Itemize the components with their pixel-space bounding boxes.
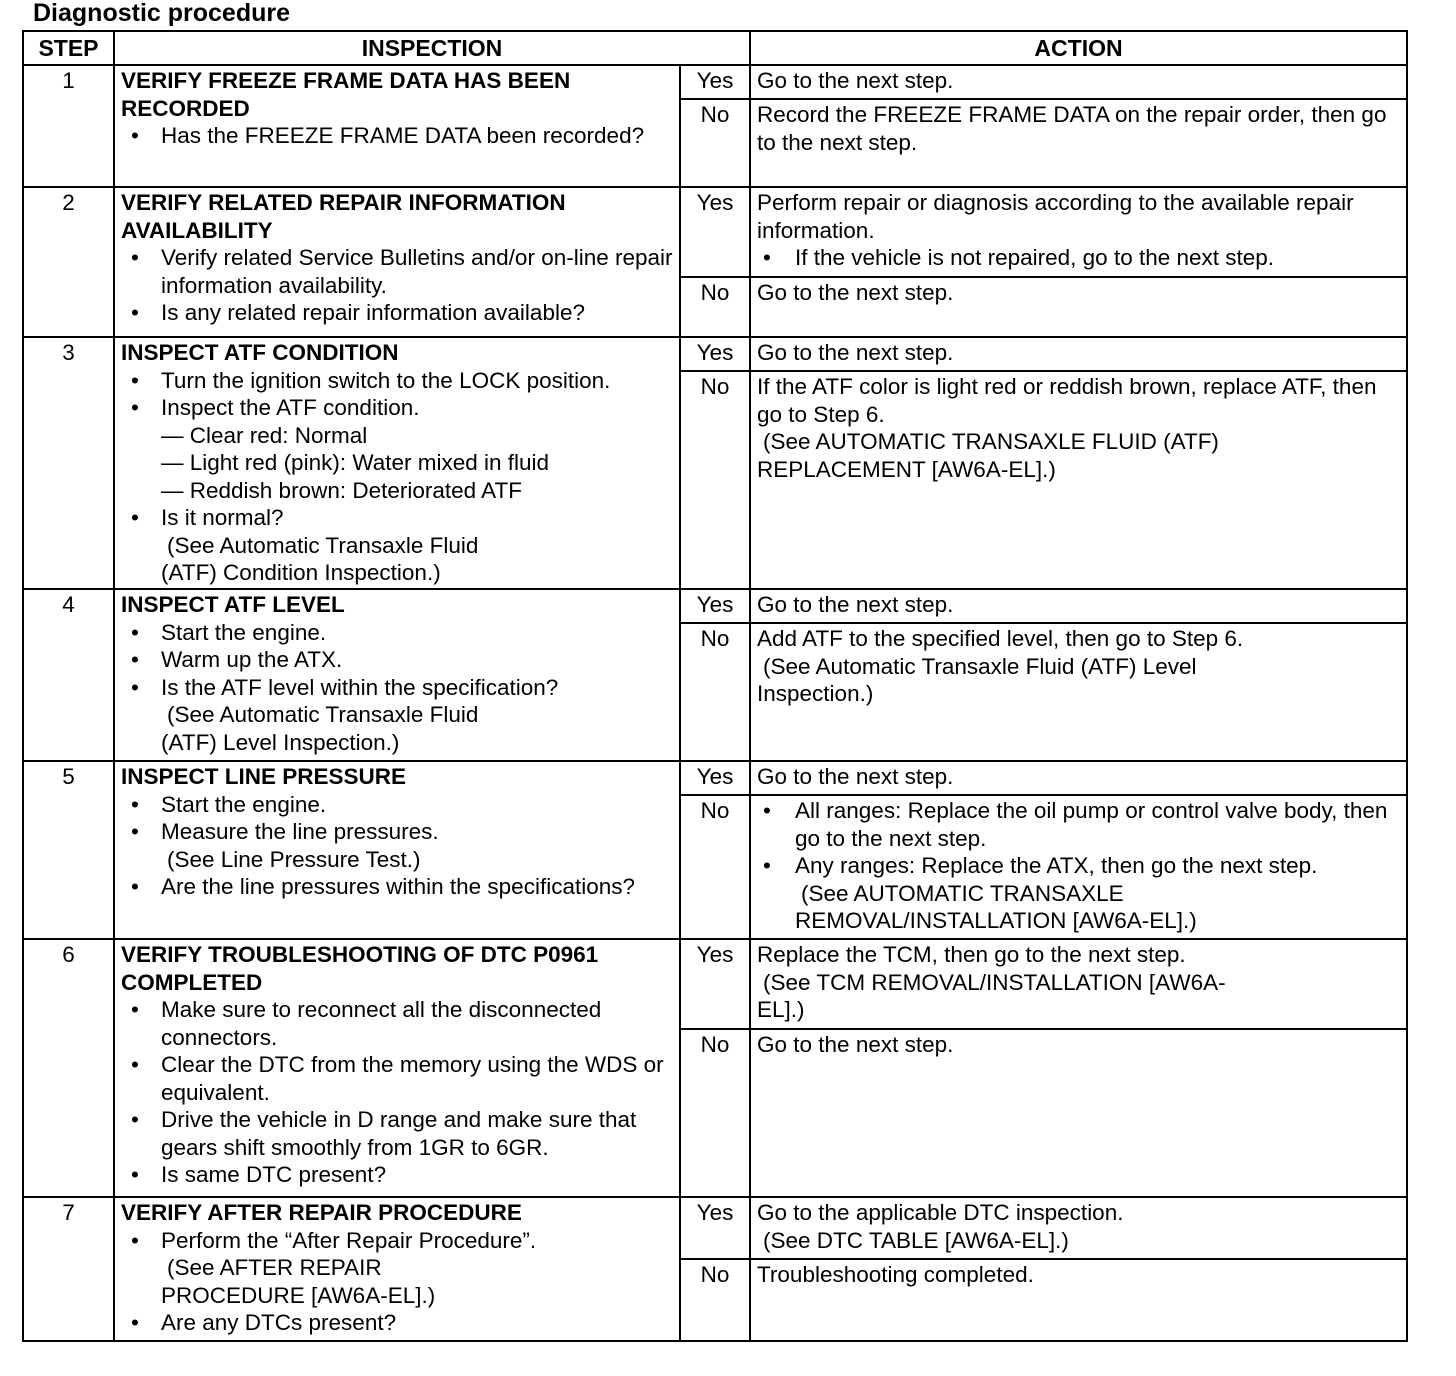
- inspection-item: • Are the line pressures within the specifications?: [121, 873, 675, 901]
- inspection-item: • Start the engine.: [121, 791, 675, 819]
- step-1-yes-row: [23, 65, 1407, 99]
- step-number: 1: [23, 65, 114, 187]
- inspection-item: • Start the engine.: [121, 619, 675, 647]
- action-reference: (See AUTOMATIC TRANSAXLE: [801, 880, 1124, 906]
- no-action-bullet: [757, 852, 1400, 935]
- action-reference: REMOVAL/INSTALLATION [AW6A-EL].): [795, 908, 1197, 933]
- step-number: 6: [23, 939, 114, 1197]
- inspection-reference: (ATF) Level Inspection.): [161, 729, 400, 755]
- yes-label: Yes: [680, 939, 750, 1029]
- yes-action: Go to the applicable DTC inspection.: [757, 1200, 1124, 1225]
- diagnostic-procedure-table: [22, 30, 1408, 1342]
- inspection-reference: PROCEDURE [AW6A-EL].): [161, 1282, 436, 1308]
- inspection-reference: (See AFTER REPAIR: [167, 1255, 382, 1280]
- action-reference: REPLACEMENT [AW6A-EL].): [757, 456, 1056, 482]
- action-reference: EL].): [757, 997, 805, 1022]
- no-action: Record the FREEZE FRAME DATA on the repair order, then go to the next step.: [750, 99, 1407, 187]
- inspection-item: [121, 818, 675, 873]
- inspection-item-text: Perform the “After Repair Procedure”.: [161, 1227, 537, 1253]
- inspection-item-text: Inspect the ATF condition.: [161, 395, 420, 420]
- step-number: 2: [23, 187, 114, 337]
- inspection-item: [121, 504, 675, 587]
- step-number: 4: [23, 589, 114, 761]
- header-inspection: INSPECTION: [114, 31, 750, 65]
- inspection-item: • Drive the vehicle in D range and make sure that gears shift smoothly from 1GR to 6GR.: [121, 1106, 675, 1161]
- no-action: Troubleshooting completed.: [750, 1259, 1407, 1341]
- inspection-item-text: Measure the line pressures.: [161, 819, 439, 844]
- step-1-inspection: [114, 65, 680, 187]
- no-label: No: [680, 277, 750, 337]
- step-number: 7: [23, 1197, 114, 1341]
- no-action-cell: [750, 795, 1407, 939]
- inspection-item: • Is same DTC present?: [121, 1161, 675, 1189]
- inspection-item: • Is any related repair information available?: [121, 299, 675, 327]
- action-reference: (See TCM REMOVAL/INSTALLATION [AW6A-: [763, 969, 1226, 995]
- step-number: 5: [23, 761, 114, 939]
- step-5-inspection: [114, 761, 680, 939]
- yes-label: Yes: [680, 761, 750, 795]
- step-2-inspection: [114, 187, 680, 337]
- yes-label: Yes: [680, 1197, 750, 1259]
- inspection-item: [121, 674, 675, 757]
- no-label: No: [680, 1259, 750, 1341]
- inspection-title: VERIFY FREEZE FRAME DATA HAS BEEN RECORDED: [121, 68, 571, 121]
- header-step: STEP: [23, 31, 114, 65]
- no-action-cell: [750, 371, 1407, 589]
- yes-action-cell: [750, 1197, 1407, 1259]
- yes-label: Yes: [680, 187, 750, 277]
- yes-action: Perform repair or diagnosis according to the available repair information.: [757, 190, 1354, 243]
- condition-light-red: — Light red (pink): Water mixed in fluid: [161, 450, 550, 475]
- step-7-inspection: [114, 1197, 680, 1341]
- inspection-reference: (ATF) Condition Inspection.): [161, 560, 441, 585]
- step-number: 3: [23, 337, 114, 589]
- no-action-cell: [750, 623, 1407, 761]
- inspection-title: VERIFY TROUBLESHOOTING OF DTC P0961 COMPLETED: [121, 942, 599, 995]
- inspection-item-text: Is it normal?: [161, 505, 284, 530]
- inspection-item: • Warm up the ATX.: [121, 646, 675, 674]
- no-label: No: [680, 795, 750, 939]
- inspection-item: • Turn the ignition switch to the LOCK position.: [121, 367, 675, 395]
- step-7-yes-row: [23, 1197, 1407, 1259]
- no-action-bullet-text: Any ranges: Replace the ATX, then go the next step.: [795, 853, 1318, 878]
- action-reference: (See Automatic Transaxle Fluid (ATF) Level: [763, 653, 1197, 679]
- inspection-item: • Are any DTCs present?: [121, 1309, 675, 1337]
- yes-action: Go to the next step.: [750, 65, 1407, 99]
- inspection-item: • Verify related Service Bulletins and/or on-line repair information availability.: [121, 244, 675, 299]
- header-row: [23, 31, 1407, 65]
- yes-action: Go to the next step.: [750, 337, 1407, 371]
- yes-label: Yes: [680, 337, 750, 371]
- step-6-yes-row: [23, 939, 1407, 1029]
- step-3-yes-row: [23, 337, 1407, 371]
- inspection-item: • Has the FREEZE FRAME DATA been recorded?: [121, 122, 675, 150]
- no-action: Add ATF to the specified level, then go to Step 6.: [757, 626, 1244, 651]
- step-3-inspection: [114, 337, 680, 589]
- inspection-item-text: Is the ATF level within the specification?: [161, 674, 559, 700]
- yes-action: Go to the next step.: [750, 761, 1407, 795]
- yes-action: Go to the next step.: [750, 589, 1407, 623]
- inspection-reference: (See Automatic Transaxle Fluid: [167, 532, 479, 558]
- no-action-bullet: • All ranges: Replace the oil pump or control valve body, then go to the next step.: [757, 797, 1400, 852]
- inspection-title: INSPECT ATF LEVEL: [121, 592, 345, 617]
- no-action: Go to the next step.: [750, 277, 1407, 337]
- condition-reddish-brown: — Reddish brown: Deteriorated ATF: [161, 477, 522, 503]
- no-action: Go to the next step.: [750, 1029, 1407, 1197]
- inspection-item: [121, 394, 675, 504]
- step-4-yes-row: [23, 589, 1407, 623]
- inspection-title: INSPECT LINE PRESSURE: [121, 764, 407, 789]
- no-action: If the ATF color is light red or reddish brown, replace ATF, then go to Step 6.: [757, 374, 1377, 427]
- action-reference: (See DTC TABLE [AW6A-EL].): [763, 1227, 1069, 1253]
- step-5-yes-row: [23, 761, 1407, 795]
- yes-label: Yes: [680, 589, 750, 623]
- inspection-title: VERIFY AFTER REPAIR PROCEDURE: [121, 1200, 522, 1225]
- no-label: No: [680, 99, 750, 187]
- yes-action-cell: [750, 187, 1407, 277]
- inspection-item: [121, 1227, 675, 1310]
- inspection-reference: (See Line Pressure Test.): [167, 846, 421, 872]
- inspection-reference: (See Automatic Transaxle Fluid: [167, 702, 479, 727]
- action-reference: (See AUTOMATIC TRANSAXLE FLUID (ATF): [763, 429, 1219, 454]
- no-label: No: [680, 623, 750, 761]
- no-label: No: [680, 371, 750, 589]
- yes-label: Yes: [680, 65, 750, 99]
- yes-action: Replace the TCM, then go to the next step.: [757, 942, 1186, 967]
- no-label: No: [680, 1029, 750, 1197]
- inspection-item: • Clear the DTC from the memory using the WDS or equivalent.: [121, 1051, 675, 1106]
- header-action: ACTION: [750, 31, 1407, 65]
- action-reference: Inspection.): [757, 681, 874, 706]
- condition-clear-red: — Clear red: Normal: [161, 422, 368, 448]
- inspection-item: • Make sure to reconnect all the disconnected connectors.: [121, 996, 675, 1051]
- inspection-title: VERIFY RELATED REPAIR INFORMATION AVAILABILITY: [121, 190, 566, 243]
- yes-action-bullet: • If the vehicle is not repaired, go to the next step.: [757, 244, 1400, 272]
- step-4-inspection: [114, 589, 680, 761]
- yes-action-cell: [750, 939, 1407, 1029]
- step-2-yes-row: [23, 187, 1407, 277]
- inspection-title: INSPECT ATF CONDITION: [121, 340, 399, 365]
- page-title: Diagnostic procedure: [33, 0, 290, 27]
- step-6-inspection: [114, 939, 680, 1197]
